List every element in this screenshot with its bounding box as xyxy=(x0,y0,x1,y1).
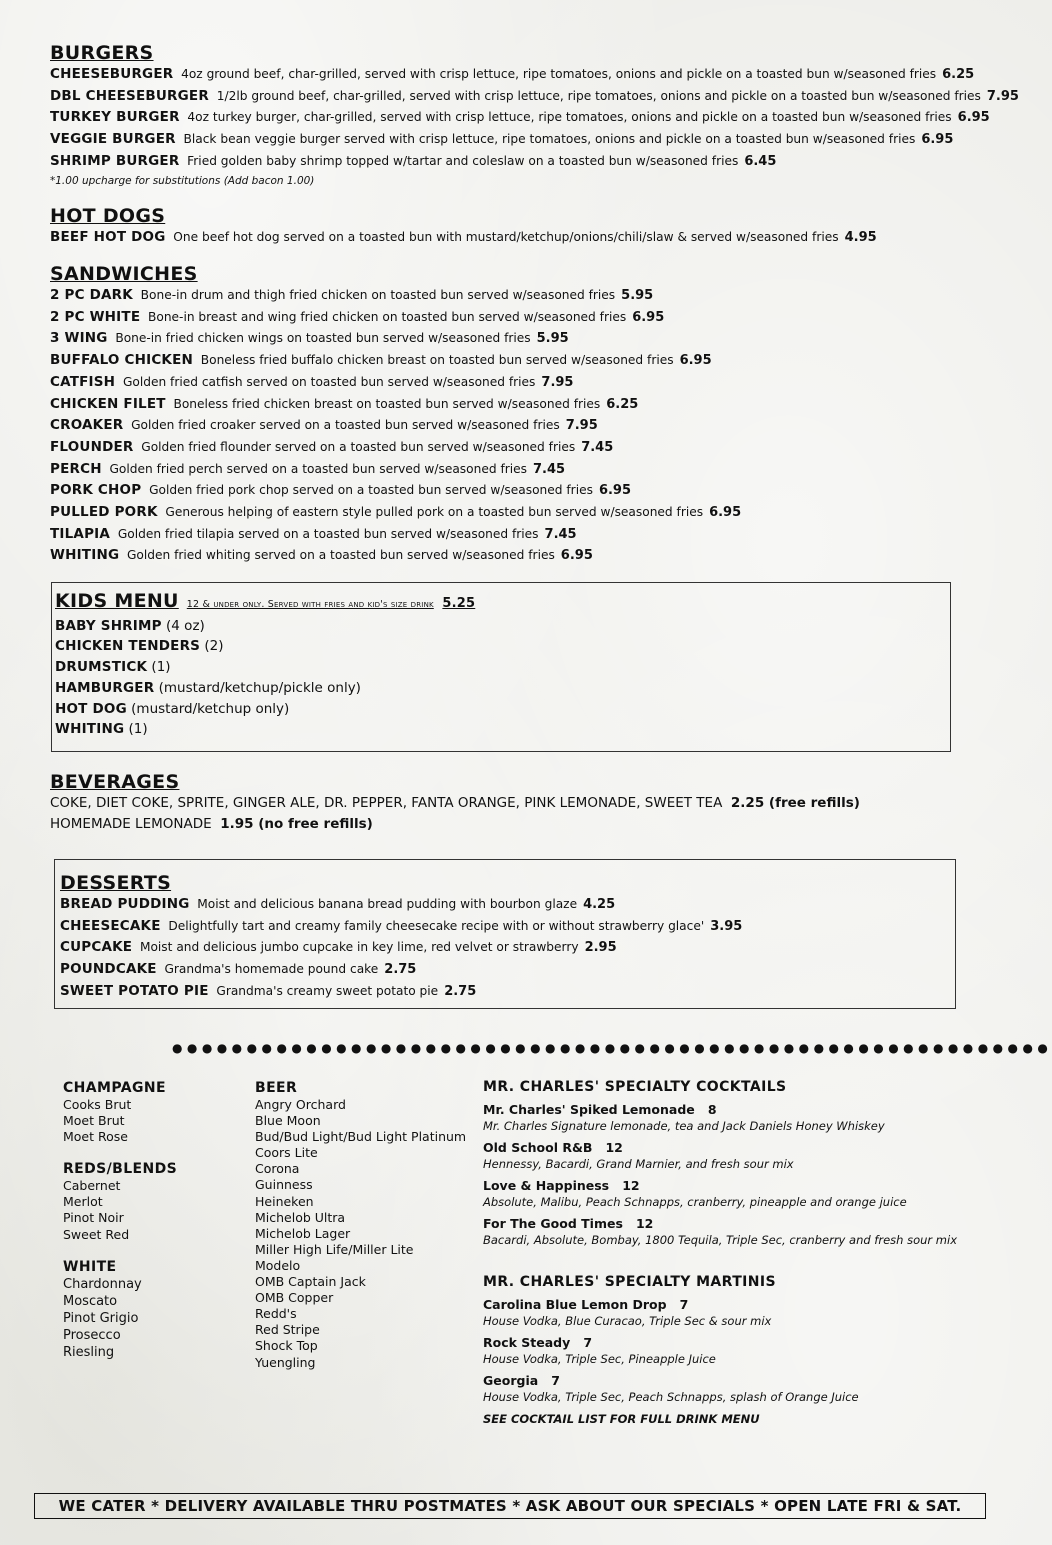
wine-column xyxy=(63,1080,243,1361)
item-name: CROAKER xyxy=(50,417,124,434)
drink-desc: House Vodka, Blue Curacao, Triple Sec & sour mix xyxy=(483,1314,772,1328)
item-desc: Golden fried perch served on a toasted bun served w/seasoned fries xyxy=(109,461,527,476)
item-name: VEGGIE BURGER xyxy=(50,131,176,148)
kids-item-name: HAMBURGER xyxy=(55,679,155,696)
item-desc: Golden fried croaker served on a toasted bun served w/seasoned fries xyxy=(131,418,560,433)
drink-desc: Mr. Charles Signature lemonade, tea and Jack Daniels Honey Whiskey xyxy=(483,1119,885,1133)
item-name: PORK CHOP xyxy=(50,482,142,499)
cocktails-list xyxy=(483,1102,983,1248)
kids-item xyxy=(55,616,475,637)
drink-title xyxy=(483,1297,983,1313)
drink-price: 12 xyxy=(622,1178,640,1193)
kids-item-detail: (mustard/ketchup only) xyxy=(131,700,290,717)
kids-item xyxy=(55,678,475,699)
beverage-text: COKE, DIET COKE, SPRITE, GINGER ALE, DR. PEPPER, FANTA ORANGE, PINK LEMONADE, SWEET TEA xyxy=(50,795,723,811)
beer-list xyxy=(255,1097,475,1371)
drink-price: 8 xyxy=(707,1102,717,1117)
menu-item xyxy=(50,129,1019,151)
beverages-section xyxy=(50,771,860,835)
item-name: PERCH xyxy=(50,460,102,477)
item-desc: 1/2lb ground beef, char-grilled, served with crisp lettuce, ripe tomatoes, onions and pickle on a toasted bun w/seasoned fries xyxy=(216,88,981,103)
item-name: SHRIMP BURGER xyxy=(50,152,180,169)
drink-item xyxy=(483,1140,983,1172)
menu-item xyxy=(50,350,741,372)
item-price: 2.75 xyxy=(384,962,417,978)
item-price: 7.45 xyxy=(532,461,566,477)
beverage-line xyxy=(50,793,860,814)
kids-heading: KIDS MENU xyxy=(55,590,179,612)
beer-heading: BEER xyxy=(255,1080,298,1096)
drink-price: 12 xyxy=(605,1140,623,1155)
wine-item: Moet Brut xyxy=(63,1113,125,1129)
menu-item xyxy=(50,437,741,459)
item-desc: Bone-in fried chicken wings on toasted bun served w/seasoned fries xyxy=(115,331,531,346)
item-price: 7.95 xyxy=(986,88,1019,104)
item-desc: Black bean veggie burger served with crisp lettuce, ripe tomatoes, onions and pickle on a toasted bun w/seasoned fries xyxy=(183,132,916,147)
item-desc: Delightfully tart and creamy family cheesecake recipe with or without strawberry glace' xyxy=(168,918,705,933)
sandwiches-list xyxy=(50,285,741,567)
menu-item xyxy=(50,285,741,307)
drink-name: For The Good Times xyxy=(483,1216,623,1231)
item-name: POUNDCAKE xyxy=(60,961,157,978)
beer-item: Modelo xyxy=(255,1257,301,1273)
drink-item xyxy=(483,1335,983,1367)
drink-item xyxy=(483,1373,983,1405)
menu-item xyxy=(50,545,741,567)
drink-name: Rock Steady xyxy=(483,1335,571,1350)
item-desc: Moist and delicious banana bread pudding with bourbon glaze xyxy=(197,897,578,911)
drink-item xyxy=(483,1216,983,1248)
martinis-list xyxy=(483,1297,983,1405)
menu-item xyxy=(50,86,1019,108)
drink-name: Love & Happiness xyxy=(483,1178,610,1193)
drink-desc: Bacardi, Absolute, Bombay, 1800 Tequila, Triple Sec, cranberry and fresh sour mix xyxy=(483,1233,957,1247)
item-price: 7.95 xyxy=(565,418,598,434)
beer-item: Michelob Ultra xyxy=(255,1209,346,1225)
beer-item: Yuengling xyxy=(255,1354,316,1370)
item-price: 7.45 xyxy=(581,439,614,455)
menu-item xyxy=(50,307,741,329)
drink-desc: House Vodka, Triple Sec, Peach Schnapps, splash of Orange Juice xyxy=(483,1390,859,1404)
sandwiches-section xyxy=(50,263,741,567)
hotdogs-section xyxy=(50,205,877,249)
reds-heading: REDS/BLENDS xyxy=(63,1161,178,1178)
item-price: 2.95 xyxy=(584,940,617,956)
item-name: FLOUNDER xyxy=(50,438,134,455)
item-price: 6.95 xyxy=(598,483,632,499)
item-price: 6.95 xyxy=(921,132,954,148)
drink-price: 7 xyxy=(583,1335,593,1350)
beverage-price: 1.95 (no free refills) xyxy=(220,816,373,832)
desserts-list xyxy=(60,894,742,1003)
martinis-heading: MR. CHARLES' SPECIALTY MARTINIS xyxy=(483,1274,776,1290)
item-price: 5.95 xyxy=(536,331,569,347)
menu-item xyxy=(50,328,741,350)
wine-item: Cooks Brut xyxy=(63,1097,132,1112)
drink-price: 7 xyxy=(551,1373,560,1388)
kids-item xyxy=(55,657,475,678)
item-desc: Golden fried whiting served on a toasted bun served w/seasoned fries xyxy=(126,548,555,563)
wine-item: Pinot Grigio xyxy=(63,1310,139,1326)
menu-item xyxy=(60,916,742,938)
menu-item xyxy=(60,937,742,959)
item-desc: Moist and delicious jumbo cupcake in key lime, red velvet or strawberry xyxy=(139,940,579,955)
beer-item: Blue Moon xyxy=(255,1113,321,1129)
kids-item xyxy=(55,719,475,740)
item-name: DBL CHEESEBURGER xyxy=(50,87,209,104)
drink-price: 12 xyxy=(635,1216,654,1231)
item-desc: Boneless fried buffalo chicken breast on toasted bun served w/seasoned fries xyxy=(200,353,674,368)
item-name: SWEET POTATO PIE xyxy=(60,982,209,999)
beer-item: OMB Copper xyxy=(255,1290,334,1306)
beer-item: Angry Orchard xyxy=(255,1097,346,1112)
item-desc: Golden fried flounder served on a toasted bun served w/seasoned fries xyxy=(141,439,576,454)
wine-item: Prosecco xyxy=(63,1327,121,1343)
burgers-heading: BURGERS xyxy=(50,42,154,64)
beverage-price: 2.25 (free refills) xyxy=(730,795,860,811)
item-price: 6.95 xyxy=(709,505,742,521)
champagne-heading: CHAMPAGNE xyxy=(63,1080,166,1096)
kids-item-detail: (4 oz) xyxy=(166,617,205,634)
beverage-line xyxy=(50,814,860,835)
kids-header xyxy=(55,591,475,616)
beer-item: Coors Lite xyxy=(255,1145,318,1161)
item-name: CHICKEN FILET xyxy=(50,395,166,412)
wine-item: Moscato xyxy=(63,1293,118,1309)
menu-item xyxy=(50,64,1019,86)
beverages-heading: BEVERAGES xyxy=(50,771,180,793)
item-price: 6.95 xyxy=(632,309,665,325)
white-heading: WHITE xyxy=(63,1258,117,1275)
item-price: 6.25 xyxy=(942,67,975,82)
kids-item-name: CHICKEN TENDERS xyxy=(55,638,201,655)
drink-item xyxy=(483,1178,983,1210)
kids-item-detail: (1) xyxy=(128,721,148,738)
beer-item: Michelob Lager xyxy=(255,1225,351,1241)
item-price: 4.95 xyxy=(844,230,877,245)
burgers-note: *1.00 upcharge for substitutions (Add bacon 1.00) xyxy=(50,174,315,187)
menu-item xyxy=(50,372,741,394)
drink-name: Mr. Charles' Spiked Lemonade xyxy=(483,1102,695,1117)
item-price: 2.75 xyxy=(444,983,477,999)
drink-title xyxy=(483,1140,983,1156)
drink-price: 7 xyxy=(679,1297,689,1312)
burgers-section xyxy=(50,42,1019,187)
drink-item xyxy=(483,1102,983,1134)
drink-title xyxy=(483,1373,983,1389)
kids-subtitle: 12 & under only. Served with fries and kid's size drink xyxy=(186,599,434,610)
drink-title xyxy=(483,1102,983,1118)
beer-item: OMB Captain Jack xyxy=(255,1274,366,1290)
kids-item-detail: (mustard/ketchup/pickle only) xyxy=(158,679,361,696)
kids-item-detail: (1) xyxy=(151,659,171,676)
cocktails-heading: MR. CHARLES' SPECIALTY COCKTAILS xyxy=(483,1079,787,1095)
item-desc: 4oz ground beef, char-grilled, served with crisp lettuce, ripe tomatoes, onions and pickle on a toasted bun w/seasoned fries xyxy=(181,67,937,81)
beer-column xyxy=(255,1080,475,1371)
drink-title xyxy=(483,1216,983,1232)
item-name: BEEF HOT DOG xyxy=(50,229,166,245)
item-price: 5.95 xyxy=(621,288,654,303)
drink-title xyxy=(483,1335,983,1351)
kids-item xyxy=(55,699,475,720)
item-price: 6.95 xyxy=(679,353,712,369)
sandwiches-heading: SANDWICHES xyxy=(50,263,198,285)
item-name: BUFFALO CHICKEN xyxy=(50,352,194,369)
menu-item xyxy=(50,415,741,437)
menu-item xyxy=(50,151,1019,173)
drink-menu-note: SEE COCKTAIL LIST FOR FULL DRINK MENU xyxy=(483,1412,760,1426)
item-name: 2 PC DARK xyxy=(50,287,133,303)
item-price: 3.95 xyxy=(710,918,743,934)
hotdogs-heading: HOT DOGS xyxy=(50,205,166,227)
white-list xyxy=(63,1276,243,1361)
item-desc: Golden fried catfish served on toasted bun served w/seasoned fries xyxy=(122,374,536,389)
kids-price: 5.25 xyxy=(442,596,476,611)
item-desc: Grandma's creamy sweet potato pie xyxy=(216,983,439,998)
wine-item: Moet Rose xyxy=(63,1129,128,1145)
kids-item xyxy=(55,636,475,657)
wine-item: Sweet Red xyxy=(63,1226,130,1242)
wine-item: Riesling xyxy=(63,1344,115,1360)
menu-item xyxy=(60,959,742,981)
item-price: 7.45 xyxy=(544,526,577,542)
menu-item xyxy=(50,394,741,416)
menu-item xyxy=(50,227,877,249)
beer-item: Guinness xyxy=(255,1177,313,1193)
drink-title xyxy=(483,1178,983,1194)
wine-item: Chardonnay xyxy=(63,1276,142,1292)
beer-item: Red Stripe xyxy=(255,1322,320,1338)
item-desc: One beef hot dog served on a toasted bun with mustard/ketchup/onions/chili/slaw & served w/seasoned fries xyxy=(173,230,839,244)
item-name: 2 PC WHITE xyxy=(50,308,141,325)
item-desc: Boneless fried chicken breast on toasted bun served w/seasoned fries xyxy=(173,396,601,411)
beer-item: Heineken xyxy=(255,1193,314,1209)
item-price: 6.25 xyxy=(606,396,639,412)
item-price: 6.95 xyxy=(957,110,990,126)
menu-item xyxy=(60,981,742,1003)
item-desc: Generous helping of eastern style pulled pork on a toasted bun served w/seasoned fries xyxy=(165,505,704,520)
item-desc: Golden fried tilapia served on a toasted bun served w/seasoned fries xyxy=(117,526,539,541)
menu-item xyxy=(50,107,1019,129)
drink-desc: House Vodka, Triple Sec, Pineapple Juice xyxy=(483,1352,716,1366)
item-desc: Bone-in breast and wing fried chicken on toasted bun served w/seasoned fries xyxy=(148,309,627,324)
item-name: CHEESECAKE xyxy=(60,917,161,934)
item-name: 3 WING xyxy=(50,330,108,347)
item-name: CATFISH xyxy=(50,373,116,390)
item-name: TURKEY BURGER xyxy=(50,109,180,126)
drink-desc: Hennessy, Bacardi, Grand Marnier, and fresh sour mix xyxy=(483,1157,794,1171)
beer-item: Shock Top xyxy=(255,1338,318,1354)
menu-item xyxy=(60,894,742,916)
kids-item-name: BABY SHRIMP xyxy=(55,617,162,634)
kids-item-name: WHITING xyxy=(55,721,125,738)
menu-item xyxy=(50,502,741,524)
item-name: CUPCAKE xyxy=(60,939,133,956)
kids-item-name: DRUMSTICK xyxy=(55,659,148,676)
item-desc: Golden fried pork chop served on a toasted bun served w/seasoned fries xyxy=(149,483,593,498)
item-price: 4.25 xyxy=(583,897,616,912)
drink-item xyxy=(483,1297,983,1329)
item-desc: Bone-in drum and thigh fried chicken on toasted bun served w/seasoned fries xyxy=(140,288,616,302)
item-name: CHEESEBURGER xyxy=(50,66,174,82)
item-name: PULLED PORK xyxy=(50,504,158,521)
wine-item: Merlot xyxy=(63,1194,103,1210)
drink-name: Georgia xyxy=(483,1373,539,1388)
item-price: 7.95 xyxy=(541,374,574,390)
wine-item: Cabernet xyxy=(63,1178,121,1194)
kids-item-detail: (2) xyxy=(204,638,224,655)
drink-name: Old School R&B xyxy=(483,1140,593,1155)
kids-menu-box xyxy=(51,582,951,752)
menu-item xyxy=(50,459,741,481)
burgers-list xyxy=(50,64,1019,173)
item-desc: 4oz turkey burger, char-grilled, served with crisp lettuce, ripe tomatoes, onions and pickle on a toasted bun w/seasoned fries xyxy=(187,110,952,125)
dot-divider: ●●●●●●●●●●●●●●●●●●●●●●●●●●●●●●●●●●●●●●●●●●●●●●●●●●●●●●●●●●● xyxy=(172,1041,1052,1055)
item-name: BREAD PUDDING xyxy=(60,896,190,912)
desserts-heading: DESSERTS xyxy=(60,872,172,894)
item-name: WHITING xyxy=(50,547,120,564)
beer-item: Corona xyxy=(255,1161,300,1177)
menu-item xyxy=(50,480,741,502)
kids-item-name: HOT DOG xyxy=(55,700,127,717)
cocktails-column xyxy=(483,1079,983,1427)
item-desc: Fried golden baby shrimp topped w/tartar and coleslaw on a toasted bun w/seasoned fries xyxy=(187,153,739,168)
beer-item: Bud/Bud Light/Bud Light Platinum xyxy=(255,1129,467,1145)
item-price: 6.95 xyxy=(560,548,593,564)
drink-desc: Absolute, Malibu, Peach Schnapps, cranberry, pineapple and orange juice xyxy=(483,1195,907,1209)
beverage-text: HOMEMADE LEMONADE xyxy=(50,816,212,832)
wine-item: Pinot Noir xyxy=(63,1210,124,1226)
item-price: 6.45 xyxy=(744,153,777,169)
footer-banner: WE CATER * DELIVERY AVAILABLE THRU POSTMATES * ASK ABOUT OUR SPECIALS * OPEN LATE FRI & SAT. xyxy=(34,1493,986,1519)
reds-list xyxy=(63,1178,243,1242)
drink-name: Carolina Blue Lemon Drop xyxy=(483,1297,667,1312)
item-desc: Grandma's homemade pound cake xyxy=(164,962,379,977)
beer-item: Redd's xyxy=(255,1306,297,1322)
menu-item xyxy=(50,524,741,546)
item-name: TILAPIA xyxy=(50,525,111,542)
beer-item: Miller High Life/Miller Lite xyxy=(255,1241,414,1257)
desserts-box xyxy=(54,859,956,1009)
champagne-list xyxy=(63,1097,243,1145)
